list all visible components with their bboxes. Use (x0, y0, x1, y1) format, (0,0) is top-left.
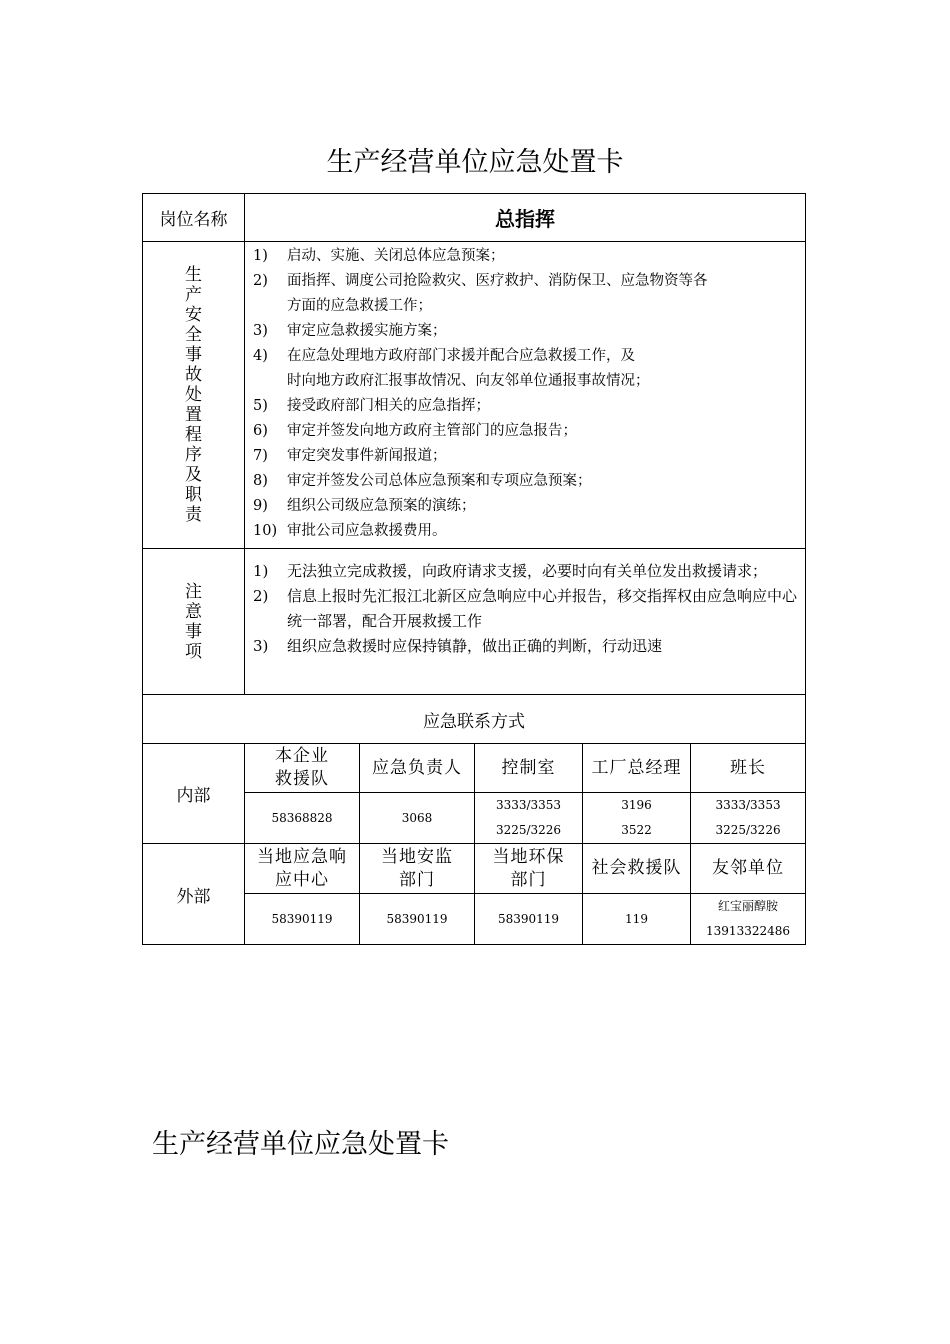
label-char: 事 (185, 621, 202, 642)
item-number: 2) (253, 273, 268, 289)
item-text: 审批公司应急救援费用。 (287, 523, 447, 539)
label-char: 序 (185, 445, 202, 465)
item-text: 审定并签发公司总体应急预案和专项应急预案； (287, 473, 592, 489)
item-number: 1) (253, 562, 269, 580)
external-label: 外部 (143, 844, 245, 945)
internal-label: 内部 (143, 744, 245, 844)
cell-line: 控制室 (501, 757, 556, 778)
note-item (253, 584, 797, 634)
cell-line: 红宝丽醇胺 (718, 899, 779, 913)
page-title: 生产经营单位应急处置卡 (326, 147, 624, 178)
contact-role (360, 844, 475, 894)
contact-number (245, 894, 360, 945)
contact-number (360, 793, 475, 844)
label-char: 生 (185, 265, 202, 285)
item-number: 3) (253, 637, 269, 655)
item-text: 接受政府部门相关的应急指挥； (287, 398, 490, 414)
item-text: 审定并签发向地方政府主管部门的应急报告； (287, 423, 577, 439)
item-text: 面指挥、调度公司抢险救灾、医疗救护、消防保卫、应急物资等各 (287, 273, 708, 289)
item-text: 审定应急救援实施方案； (287, 323, 447, 339)
contact-role (245, 744, 360, 793)
internal-header-row (143, 744, 806, 793)
cell-line: 13913322486 (706, 924, 791, 938)
item-text: 审定突发事件新闻报道； (287, 448, 447, 464)
label-char: 及 (185, 465, 202, 485)
item-text: 方面的应急救援工作； (287, 298, 432, 314)
cell-line: 58390119 (497, 911, 560, 926)
note-item (253, 634, 797, 659)
label-char: 安 (185, 305, 202, 325)
cell-line: 58390119 (386, 911, 448, 926)
cell-line: 3333/3353 (715, 798, 781, 812)
external-header-row (143, 844, 806, 894)
notes-list (245, 549, 806, 695)
page-title-repeat: 生产经营单位应急处置卡 (152, 1129, 449, 1160)
cell-line: 3333/3353 (495, 798, 562, 812)
cell-line: 3225/3226 (715, 823, 781, 837)
cell-line: 当地环保 (492, 846, 565, 867)
item-number: 10) (253, 523, 278, 539)
procedure-item (253, 419, 805, 444)
cell-line: 应急负责人 (372, 757, 462, 778)
item-text: 时向地方政府汇报事故情况、向友邻单位通报事故情况； (287, 373, 650, 389)
label-char: 注 (185, 581, 202, 602)
label-char: 职 (185, 485, 202, 505)
label-char: 意 (185, 601, 202, 622)
contact-number (245, 793, 360, 844)
procedures-label-cell (143, 242, 245, 549)
contact-role (691, 844, 806, 894)
contact-number (691, 793, 806, 844)
contact-role (245, 844, 360, 894)
item-text: 无法独立完成救援，向政府请求支援，必要时向有关单位发出救援请求； (287, 562, 768, 580)
procedure-item (253, 269, 805, 294)
label-char: 产 (185, 285, 202, 305)
item-text: 组织公司级应急预案的演练； (287, 498, 476, 514)
cell-line: 119 (625, 911, 648, 926)
contact-number (360, 894, 475, 945)
notes-label-cell (143, 549, 245, 695)
contact-number (475, 894, 583, 945)
procedure-item (253, 344, 805, 369)
procedure-item (253, 519, 805, 544)
procedure-item (253, 369, 805, 394)
label-char: 事 (185, 345, 202, 365)
label-char: 程 (185, 425, 202, 445)
label-char: 置 (185, 405, 202, 425)
contact-role (475, 844, 583, 894)
item-text: 组织应急救援时应保持镇静，做出正确的判断，行动迅速 (287, 637, 663, 655)
procedure-item (253, 394, 805, 419)
cell-line: 3522 (621, 823, 652, 837)
label-char: 项 (185, 641, 202, 662)
label-char: 故 (185, 365, 202, 385)
contacts-title: 应急联系方式 (143, 695, 806, 744)
contact-role (360, 744, 475, 793)
cell-line: 工厂总经理 (591, 757, 682, 778)
cell-line: 应中心 (275, 869, 329, 890)
cell-line: 部门 (510, 869, 547, 890)
item-number: 8) (253, 473, 268, 489)
cell-line: 当地安监 (381, 846, 453, 867)
item-number: 1) (253, 248, 268, 264)
label-char: 责 (185, 505, 202, 525)
label-char: 全 (185, 325, 202, 345)
contact-role (691, 744, 806, 793)
procedure-item (253, 469, 805, 494)
item-number: 4) (253, 348, 268, 364)
procedure-item (253, 444, 805, 469)
note-item (253, 559, 797, 584)
cell-line: 部门 (399, 869, 435, 890)
item-number: 5) (253, 398, 268, 414)
item-number: 9) (253, 498, 268, 514)
item-text: 启动、实施、关闭总体应急预案； (287, 248, 505, 264)
notes-label (143, 582, 244, 662)
item-number: 7) (253, 448, 268, 464)
item-number: 2) (253, 587, 269, 605)
cell-line: 班长 (730, 757, 767, 778)
cell-line: 58390119 (271, 911, 333, 926)
procedure-item (253, 244, 805, 269)
cell-line: 3225/3226 (495, 823, 562, 837)
cell-line: 友邻单位 (712, 858, 785, 878)
item-text: 信息上报时先汇报江北新区应急响应中心并报告，移交指挥权由应急响应中心统一部署，配合开展救援工作 (287, 587, 798, 630)
item-text: 在应急处理地方政府部门求援并配合应急救援工作，及 (287, 348, 635, 364)
cell-line: 救援队 (275, 769, 329, 789)
cell-line: 58368828 (271, 810, 333, 825)
position-value: 总指挥 (245, 194, 806, 242)
label-char: 处 (185, 385, 202, 405)
procedures-list (245, 242, 806, 549)
contact-number (691, 894, 806, 945)
cell-line: 3196 (621, 798, 652, 812)
contact-role (475, 744, 583, 793)
item-number: 6) (253, 423, 268, 439)
cell-line: 3068 (401, 810, 433, 825)
contact-number (475, 793, 583, 844)
contact-role (583, 744, 691, 793)
cell-line: 当地应急响 (257, 846, 347, 867)
cell-line: 社会救援队 (591, 858, 682, 878)
emergency-card-table (142, 193, 806, 945)
cell-line: 本企业 (275, 746, 329, 766)
item-number: 3) (253, 323, 268, 339)
procedure-item (253, 294, 805, 319)
procedure-item (253, 319, 805, 344)
procedure-item (253, 494, 805, 519)
position-label: 岗位名称 (143, 194, 245, 242)
contact-role (583, 844, 691, 894)
contact-number (583, 793, 691, 844)
procedures-label (143, 265, 244, 525)
contact-number (583, 894, 691, 945)
